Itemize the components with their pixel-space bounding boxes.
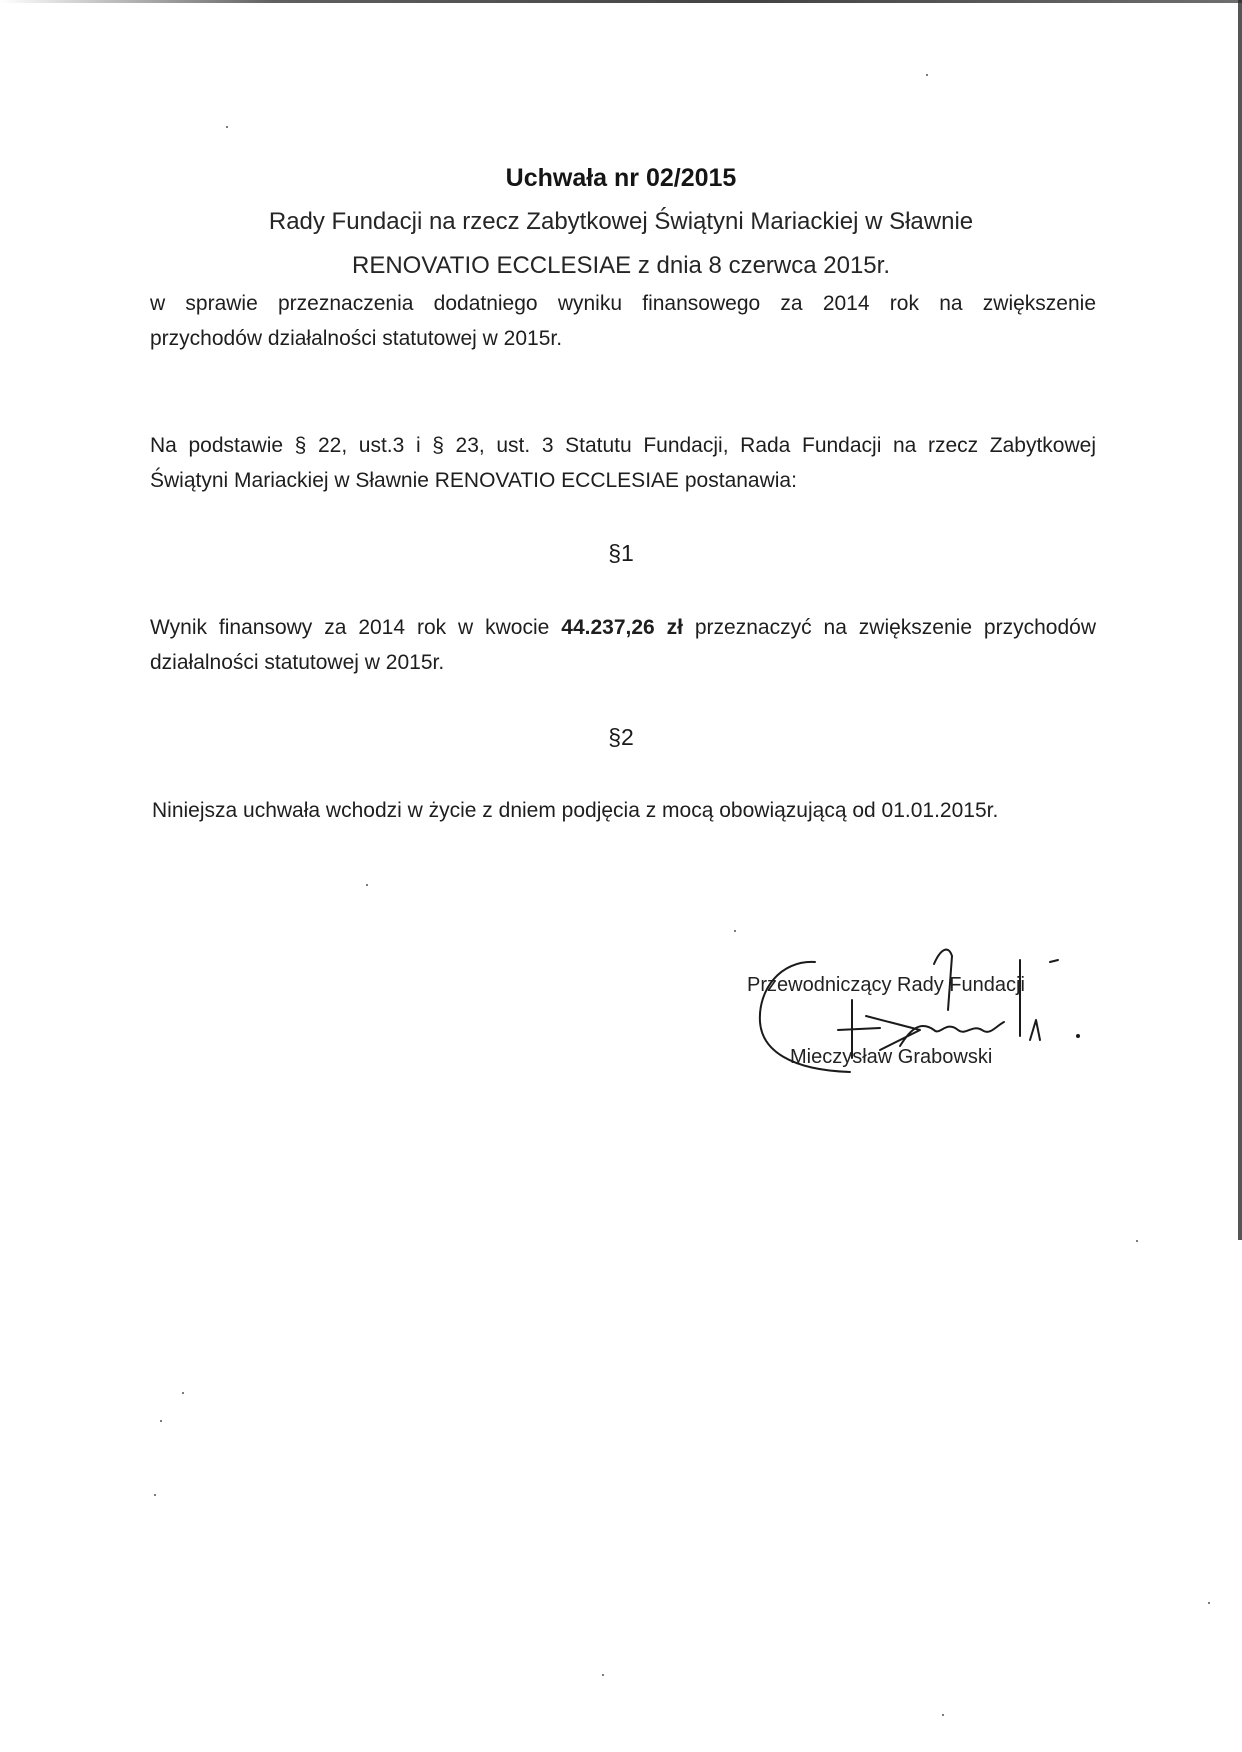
scan-speck — [1208, 1602, 1210, 1604]
scan-speck — [734, 930, 736, 932]
document-subtitle-line-1: Rady Fundacji na rzecz Zabytkowej Świątyni Mariackiej w Sławnie — [268, 208, 974, 235]
document-title: Uchwała nr 02/2015 — [505, 164, 737, 192]
section-2-text: Niniejsza uchwała wchodzi w życie z dniem podjęcia z mocą obowiązującą od 01.01.2015r. — [152, 799, 999, 822]
legal-basis-paragraph — [150, 428, 1096, 498]
signature-name: Mieczysław Grabowski — [790, 1046, 993, 1068]
scan-speck — [160, 1420, 162, 1422]
scan-speck — [1136, 1240, 1138, 1242]
scan-speck — [226, 126, 228, 128]
section-1-text-after-amount: przeznaczyć na zwiększenie przychodów — [682, 616, 1096, 639]
legal-basis-line-2: Świątyni Mariackiej w Sławnie RENOVATIO ECCLESIAE postanawia: — [150, 469, 797, 492]
scan-speck — [942, 1714, 944, 1716]
scan-speck — [926, 74, 928, 76]
section-1-amount: 44.237,26 zł — [561, 616, 683, 639]
subject-line-1: w sprawie przeznaczenia dodatniego wyniku finansowego za 2014 rok na zwiększenie — [150, 292, 1096, 315]
scan-speck — [154, 1494, 156, 1496]
section-1-paragraph — [150, 610, 1096, 680]
section-1-line-2: działalności statutowej w 2015r. — [150, 651, 445, 674]
signature-role: Przewodniczący Rady Fundacji — [747, 974, 1025, 996]
section-1-line-1 — [150, 610, 1096, 645]
subject-paragraph — [150, 286, 1096, 356]
scan-speck — [182, 1392, 184, 1394]
legal-basis-line-1: Na podstawie § 22, ust.3 i § 23, ust. 3 Statutu Fundacji, Rada Fundacji na rzecz Zabytkowej — [150, 434, 1096, 457]
section-2-heading: §2 — [608, 724, 634, 750]
document-subtitle-line-2: RENOVATIO ECCLESIAE z dnia 8 czerwca 2015r. — [352, 252, 890, 279]
scan-speck — [602, 1674, 604, 1676]
section-1-text-before-amount: Wynik finansowy za 2014 rok w kwocie — [150, 616, 562, 639]
scan-edge-top — [0, 0, 1242, 3]
section-1-heading: §1 — [608, 540, 634, 566]
scan-speck — [366, 884, 368, 886]
subject-line-2: przychodów działalności statutowej w 2015r. — [150, 327, 563, 350]
